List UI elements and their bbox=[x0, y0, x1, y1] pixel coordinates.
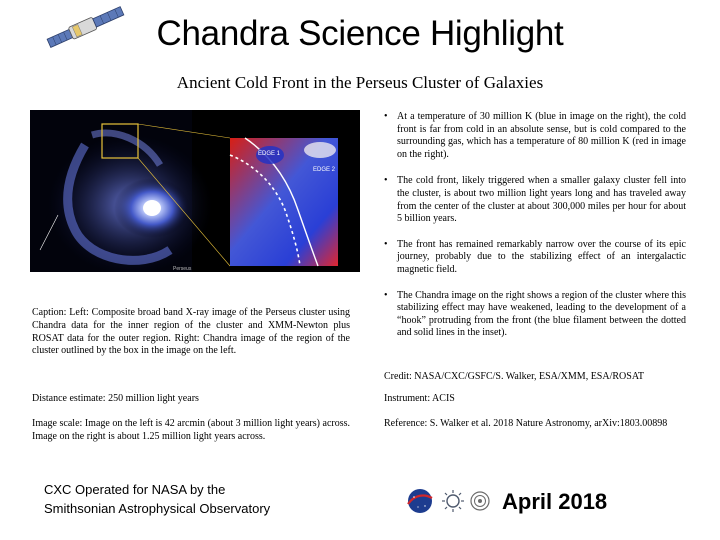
instrument: Instrument: ACIS bbox=[384, 393, 455, 404]
image-scale: Image scale: Image on the left is 42 arcmin (about 3 million light years) across. Image on the right is about 1.25 million light years across. bbox=[32, 418, 350, 442]
edge2-label: EDGE 2 bbox=[313, 167, 336, 173]
edge1-label: EDGE 1 bbox=[258, 151, 281, 157]
nasa-logo-icon bbox=[405, 488, 435, 514]
highlight-bullets bbox=[384, 111, 686, 351]
figure-name-label: Perseus bbox=[173, 266, 192, 272]
operator-credit: CXC Operated for NASA by the Smithsonian Astrophysical Observatory bbox=[44, 482, 271, 516]
reference: Reference: S. Walker et al. 2018 Nature Astronomy, arXiv:1803.00898 bbox=[384, 418, 668, 429]
smithsonian-logo-icon bbox=[469, 488, 491, 514]
bullet-item: • The front has remained remarkably narrow over the course of its epic journey, probably due to the stabilizing effect of an intergalactic magnetic field. bbox=[384, 238, 686, 275]
distance-estimate: Distance estimate: 250 million light years bbox=[32, 393, 199, 404]
perseus-figure bbox=[30, 110, 360, 272]
figure-caption: Caption: Left: Composite broad band X-ray image of the Perseus cluster using Chandra data for the inner region of the cluster and XMM-Newton plus ROSAT data for the outer region. Right: Chandra image of the region of the cluster outlined by the box in the image on the left. bbox=[32, 307, 350, 357]
page-title: Chandra Science Highlight bbox=[156, 14, 564, 53]
publication-date: April 2018 bbox=[502, 489, 608, 514]
page-subtitle: Ancient Cold Front in the Perseus Cluster of Galaxies bbox=[176, 73, 544, 92]
bullet-item: • At a temperature of 30 million K (blue in image on the right), the cold front is far from cold in an absolute sense, but is cold compared to the surrounding gas, which has a temperature of 80 million K (red in image on the right). bbox=[384, 111, 686, 160]
image-credit: Credit: NASA/CXC/GSFC/S. Walker, ESA/XMM, ESA/ROSAT bbox=[384, 371, 645, 382]
bullet-item: • The Chandra image on the right shows a region of the cluster where this stabilizing effect may have weakened, leading to the development of a “hook” protruding from the front (the blue filament between the dotted and solid lines in the inset). bbox=[384, 289, 686, 339]
bullet-item: • The cold front, likely triggered when a smaller galaxy cluster fell into the cluster, is about two million light years long and has traveled away from the center of the cluster at about 300,000 miles per hour for about 5 billion years. bbox=[384, 175, 686, 225]
cxc-logo-icon bbox=[441, 488, 465, 514]
